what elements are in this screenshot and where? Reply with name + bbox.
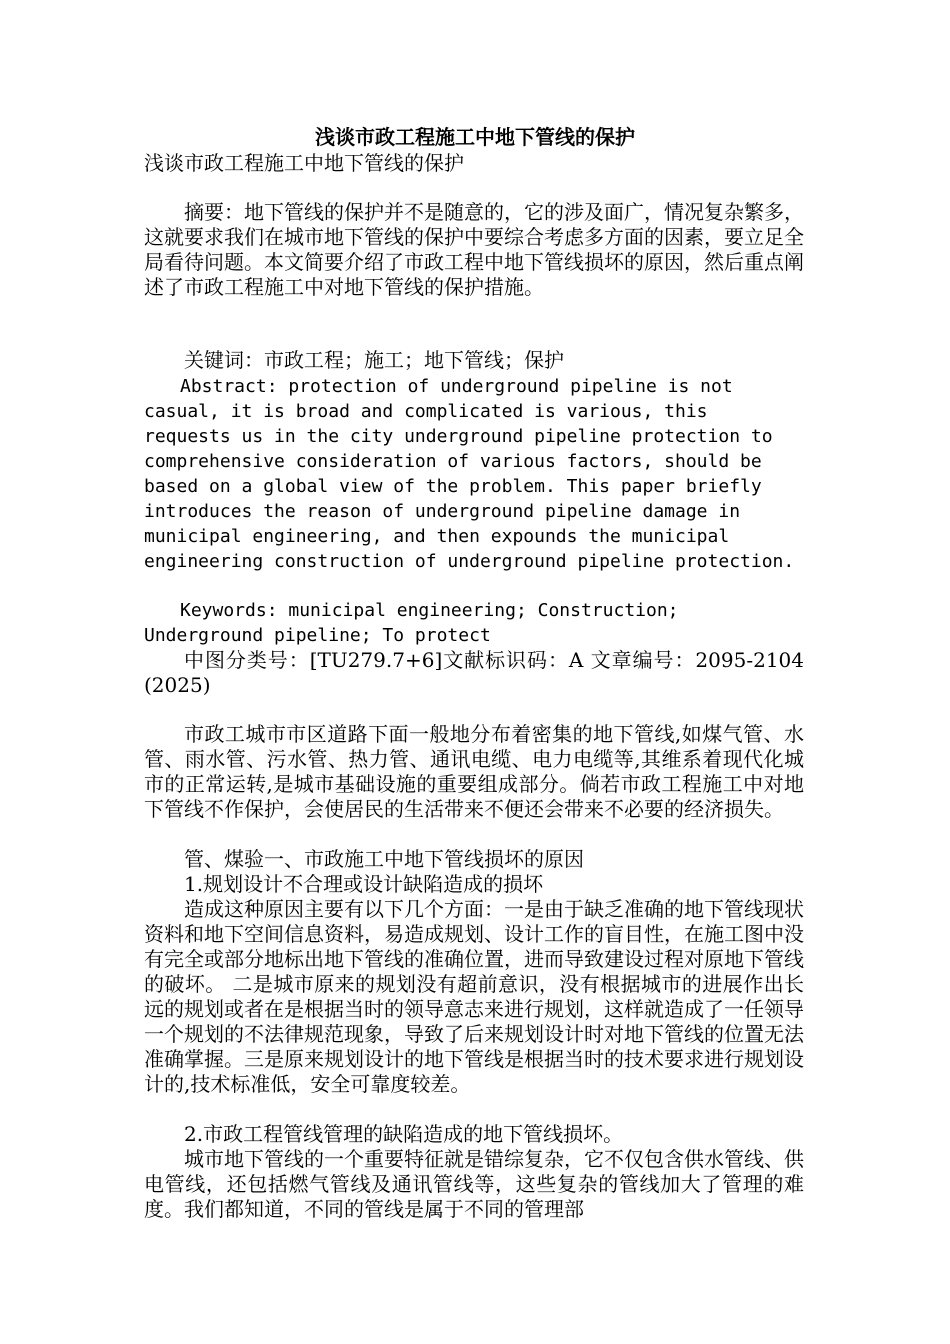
classification-info: 中图分类号：[TU279.7+6]文献标识码：A 文章编号：2095-2104(2025) bbox=[144, 648, 804, 697]
abstract-en: Abstract: protection of underground pipeline is not casual, it is broad and complicated is various, this requests us in the city underground pipeline protection to comprehensive consideration of various factors, should be based on a global view of the problem. This paper briefly introduces the reason of underground pipeline damage in municipal engineering, and then expounds the municipal engineering construction of underground pipeline protection. bbox=[144, 376, 795, 572]
document-title: 浅谈市政工程施工中地下管线的保护 bbox=[315, 125, 635, 149]
subsection-heading: 1.规划设计不合理或设计缺陷造成的损坏 bbox=[184, 872, 544, 896]
keywords-en: Keywords: municipal engineering; Construction; Underground pipeline; To protect bbox=[144, 600, 679, 646]
subsection-heading: 2.市政工程管线管理的缺陷造成的地下管线损坏。 bbox=[184, 1122, 624, 1146]
abstract-cn: 摘要：地下管线的保护并不是随意的，它的涉及面广，情况复杂繁多，这就要求我们在城市地下管线的保护中要综合考虑多方面的因素，要立足全局看待问题。本文简要介绍了市政工程中地下管线损坏的原因，然后重点阐述了市政工程施工中对地下管线的保护措施。 bbox=[144, 200, 804, 299]
body-paragraph: 造成这种原因主要有以下几个方面：一是由于缺乏准确的地下管线现状资料和地下空间信息资料，易造成规划、设计工作的盲目性，在施工图中没有完全或部分地标出地下管线的准确位置，进而导致建设过程对原地下管线的破坏。 二是城市原来的规划没有超前意识，没有根据城市的进展作出长远的规划或者在是根据当时的领导意志来进行规划，这样就造成了一任领导一个规划的不法律规范现象，导致了后来规划设计时对地下管线的位置无法准确掌握。三是原来规划设计的地下管线是根据当时的技术要求进行规划设计的,技术标准低，安全可靠度较差。 bbox=[144, 897, 804, 1096]
keywords-cn: 关键词：市政工程；施工；地下管线；保护 bbox=[184, 348, 564, 372]
body-paragraph: 市政工城市市区道路下面一般地分布着密集的地下管线,如煤气管、水管、雨水管、污水管、热力管、通讯电缆、电力电缆等,其维系着现代化城市的正常运转,是城市基础设施的重要组成部分。倘若市政工程施工中对地下管线不作保护，会使居民的生活带来不便还会带来不必要的经济损失。 bbox=[144, 722, 804, 821]
section-heading: 管、煤验一、市政施工中地下管线损坏的原因 bbox=[184, 847, 584, 871]
body-paragraph: 城市地下管线的一个重要特征就是错综复杂，它不仅包含供水管线、供电管线，还包括燃气管线及通讯管线等，这些复杂的管线加大了管理的难度。我们都知道，不同的管线是属于不同的管理部 bbox=[144, 1147, 804, 1221]
document-subtitle: 浅谈市政工程施工中地下管线的保护 bbox=[144, 151, 464, 175]
